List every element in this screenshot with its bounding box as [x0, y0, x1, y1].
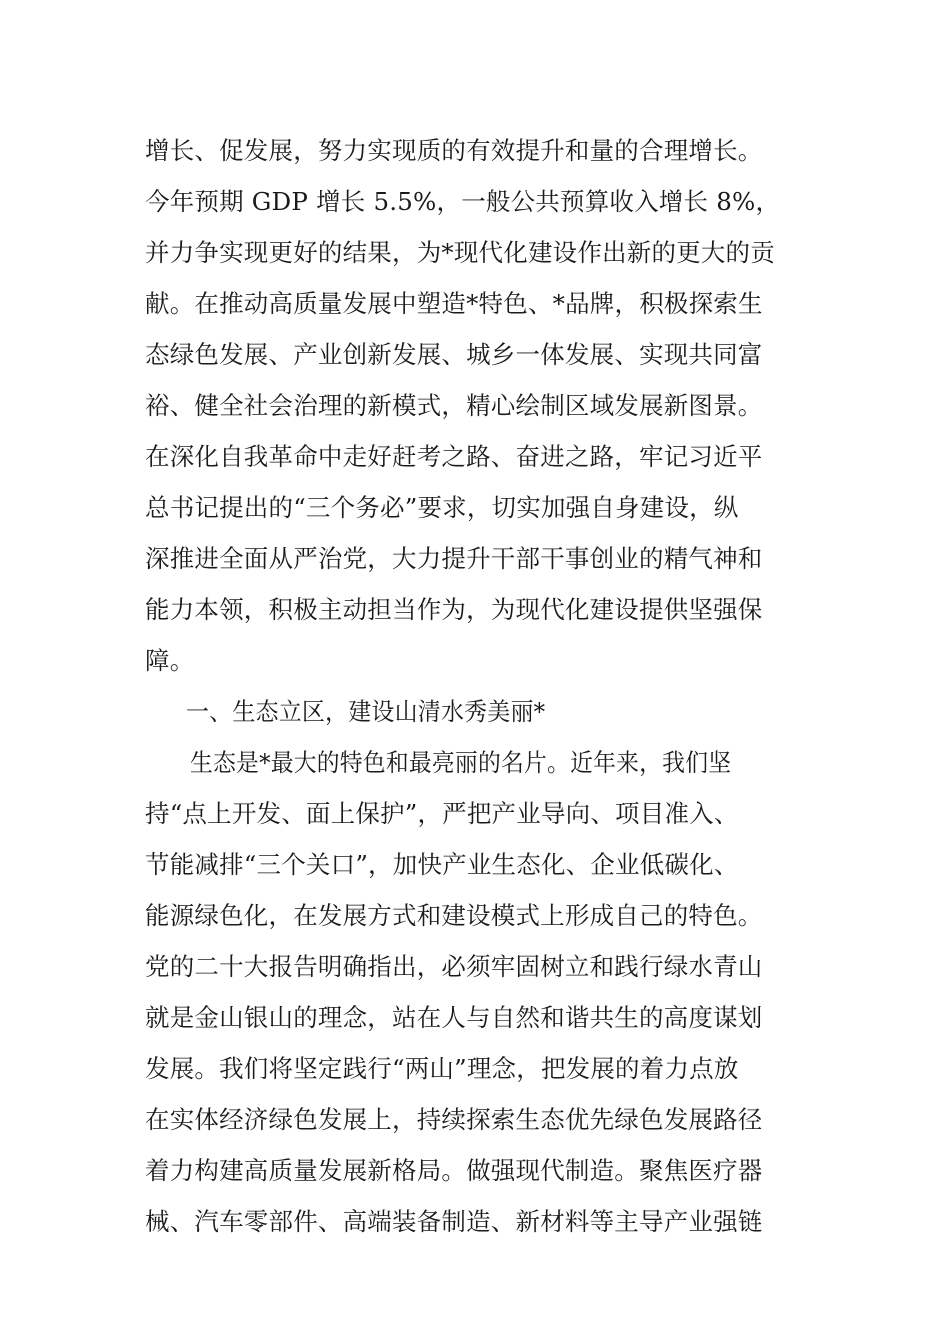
- text-line: 并力争实现更好的结果，为*现代化建设作出新的更大的贡: [145, 238, 775, 267]
- text-line: 节能减排“三个关口”，加快产业生态化、企业低碳化、: [145, 850, 739, 879]
- text-line: 生态是*最大的特色和最亮丽的名片。近年来，我们坚: [190, 748, 732, 777]
- text-line: 发展。我们将坚定践行“两山”理念，把发展的着力点放: [145, 1054, 739, 1083]
- text-line: 裕、健全社会治理的新模式，精心绘制区域发展新图景。: [145, 391, 763, 420]
- text-line: 能力本领，积极主动担当作为，为现代化建设提供坚强保: [145, 595, 763, 624]
- text-line: 在实体经济绿色发展上，持续探索生态优先绿色发展路径: [145, 1105, 763, 1134]
- text-line: 就是金山银山的理念，站在人与自然和谐共生的高度谋划: [145, 1003, 763, 1032]
- text-line: 增长、促发展，努力实现质的有效提升和量的合理增长。: [145, 136, 763, 165]
- text-line: 总书记提出的“三个务必”要求，切实加强自身建设，纵: [145, 493, 739, 522]
- text-line: 着力构建高质量发展新格局。做强现代制造。聚焦医疗器: [145, 1156, 763, 1185]
- section-heading: 一、生态立区，建设山清水秀美丽*: [186, 697, 546, 726]
- text-line: 持“点上开发、面上保护”，严把产业导向、项目准入、: [145, 799, 739, 828]
- text-line: 障。: [145, 646, 195, 675]
- text-line: 深推进全面从严治党，大力提升干部干事创业的精气神和: [145, 544, 763, 573]
- text-line: 今年预期 GDP 增长 5.5%，一般公共预算收入增长 8%，: [145, 187, 781, 216]
- text-line: 献。在推动高质量发展中塑造*特色、*品牌，积极探索生: [145, 289, 763, 318]
- text-line: 态绿色发展、产业创新发展、城乡一体发展、实现共同富: [145, 340, 763, 369]
- text-line: 械、汽车零部件、高端装备制造、新材料等主导产业强链: [145, 1207, 763, 1236]
- text-line: 党的二十大报告明确指出，必须牢固树立和践行绿水青山: [145, 952, 763, 981]
- text-line: 能源绿色化，在发展方式和建设模式上形成自己的特色。: [145, 901, 763, 930]
- text-line: 在深化自我革命中走好赶考之路、奋进之路，牢记习近平: [145, 442, 763, 471]
